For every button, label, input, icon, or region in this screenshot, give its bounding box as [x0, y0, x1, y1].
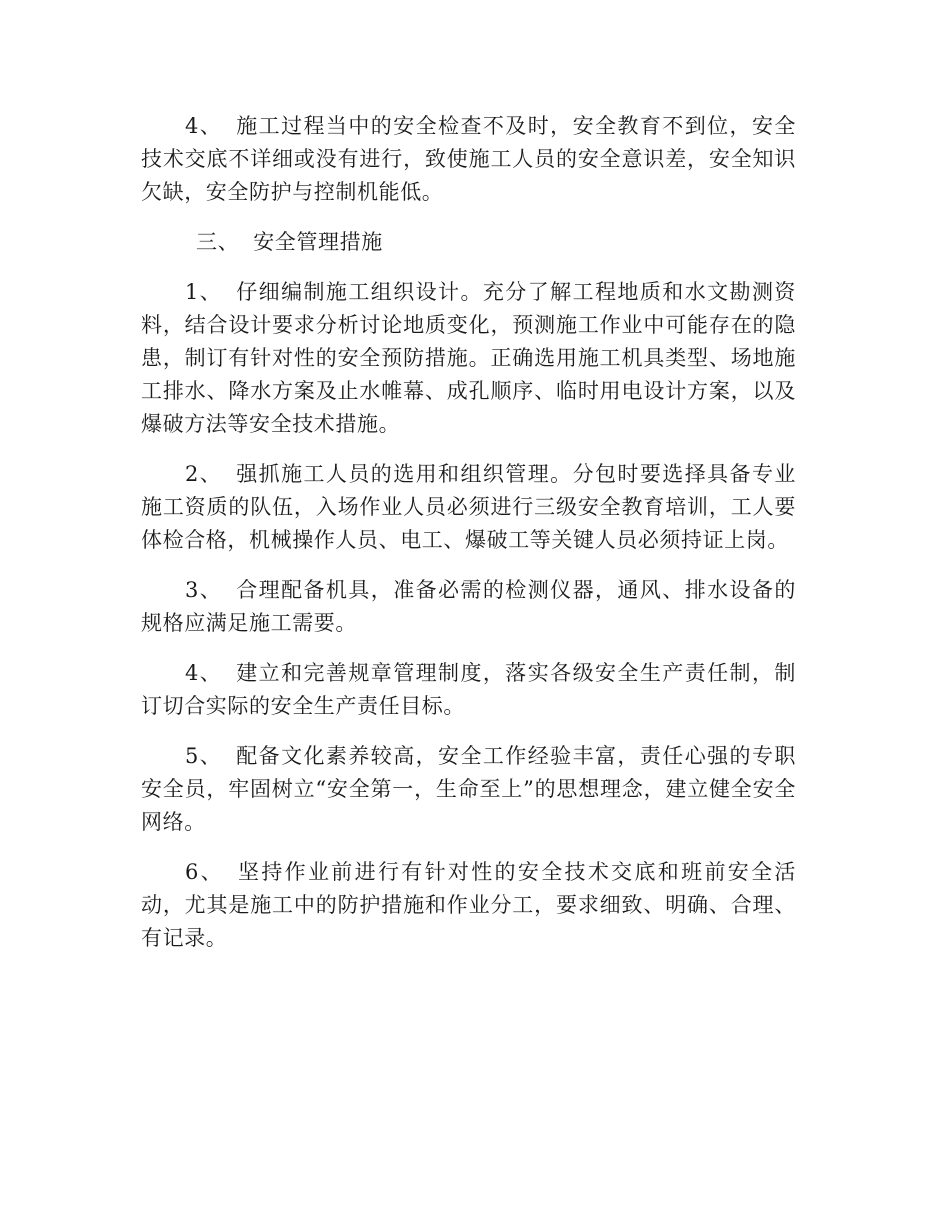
paragraph-number: 3、 [185, 578, 223, 602]
paragraph-text: 建立和完善规章管理制度，落实各级安全生产责任制，制订切合实际的安全生产责任目标。 [141, 661, 797, 718]
paragraph-text: 配备文化素养较高，安全工作经验丰富，责任心强的专职安全员，牢固树立“安全第一，生命至上”的思想理念，建立健全安全网络。 [141, 744, 797, 834]
paragraph-cause-4 [141, 110, 796, 209]
section-heading [141, 226, 796, 259]
paragraph-text: 合理配备机具，准备必需的检测仪器，通风、排水设备的规格应满足施工需要。 [141, 578, 797, 635]
paragraph-measure-1 [141, 276, 796, 441]
section-title: 安全管理措施 [253, 230, 383, 254]
paragraph-measure-6 [141, 856, 796, 955]
paragraph-number: 1、 [185, 280, 223, 304]
paragraph-measure-3 [141, 574, 796, 640]
paragraph-measure-4 [141, 657, 796, 723]
paragraph-measure-5 [141, 740, 796, 839]
document-body [141, 110, 796, 972]
section-number: 三、 [196, 230, 240, 254]
paragraph-number: 4、 [185, 114, 223, 138]
paragraph-text: 强抓施工人员的选用和组织管理。分包时要选择具备专业施工资质的队伍，入场作业人员必须进行三级安全教育培训，工人要体检合格，机械操作人员、电工、爆破工等关键人员必须持证上岗。 [141, 462, 797, 552]
paragraph-text: 施工过程当中的安全检查不及时，安全教育不到位，安全技术交底不详细或没有进行，致使施工人员的安全意识差，安全知识欠缺，安全防护与控制机能低。 [141, 114, 797, 204]
paragraph-measure-2 [141, 458, 796, 557]
paragraph-text: 仔细编制施工组织设计。充分了解工程地质和水文勘测资料，结合设计要求分析讨论地质变化，预测施工作业中可能存在的隐患，制订有针对性的安全预防措施。正确选用施工机具类型、场地施工排水、降水方案及止水帷幕、成孔顺序、临时用电设计方案，以及爆破方法等安全技术措施。 [141, 280, 797, 436]
paragraph-text: 坚持作业前进行有针对性的安全技术交底和班前安全活动，尤其是施工中的防护措施和作业分工，要求细致、明确、合理、有记录。 [141, 860, 797, 950]
paragraph-number: 6、 [185, 860, 225, 884]
paragraph-number: 4、 [185, 661, 223, 685]
paragraph-number: 2、 [185, 462, 223, 486]
paragraph-number: 5、 [185, 744, 223, 768]
